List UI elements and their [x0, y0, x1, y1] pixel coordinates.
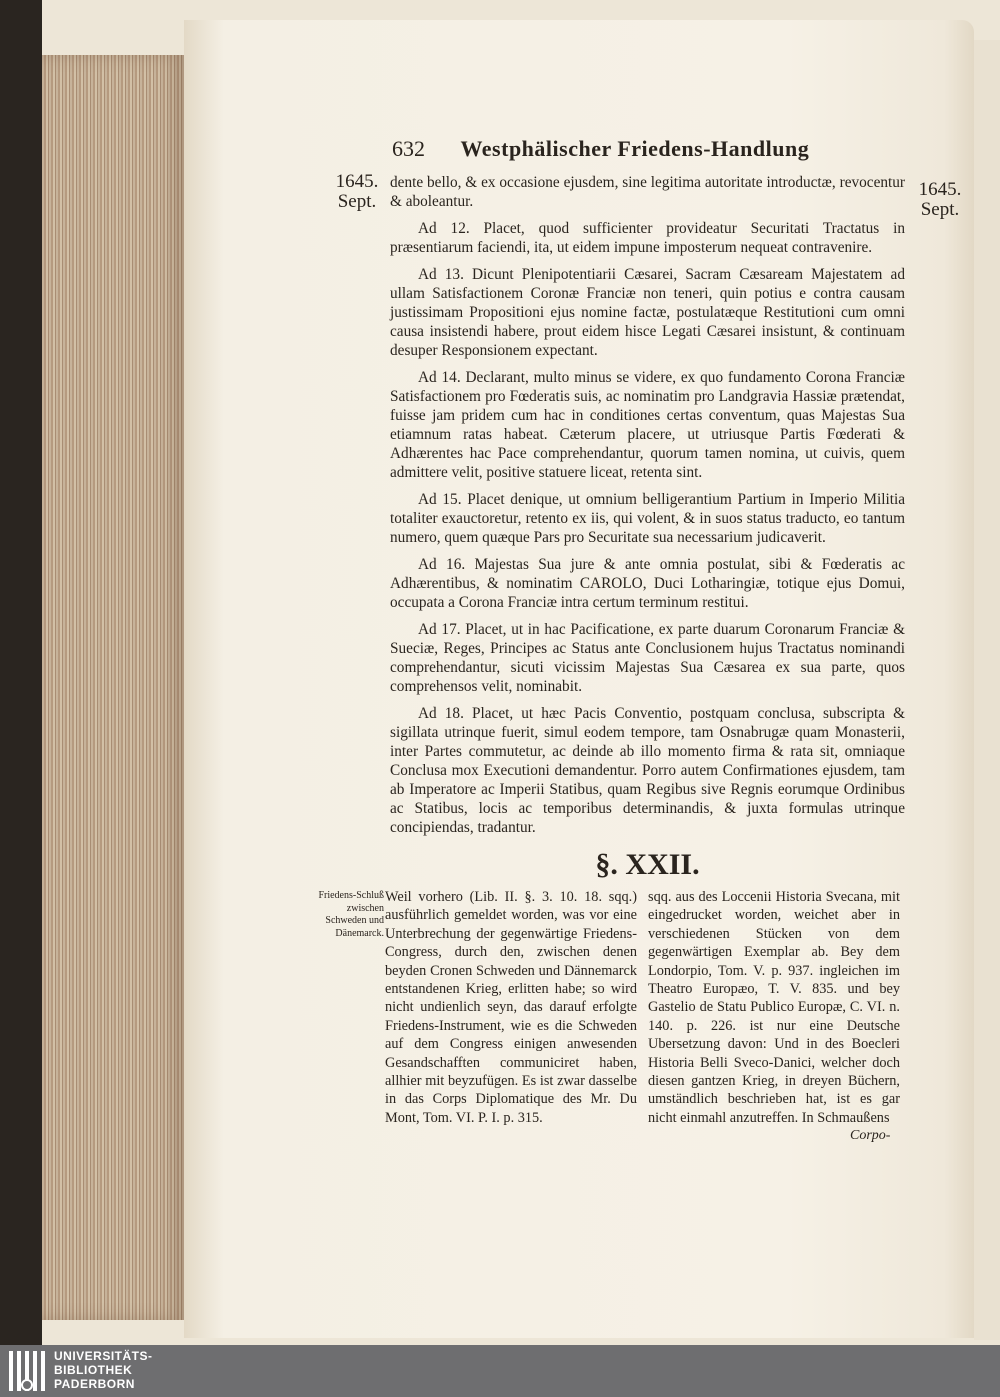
paragraph-ad-17: Ad 17. Placet, ut in hac Pacificatione, ex parte duarum Coronarum Franciæ & Sueciæ, Reges, Principes ac Status ante Conclusionem hujus Tractatus nominandi comprehendantur, sicuti vicissim Majestas Sua Cæsarea ex sua parte, quos comprehensos velit, nominabit.: [390, 621, 905, 695]
paragraph-ad-14: Ad 14. Declarant, multo minus se videre, ex quo fundamento Corona Franciæ Satisfactionem pro Fœderatis suis, ac nominatim pro Landgravia Hassiæ prætendat, fuisse jam pridem cum hac in conditiones certas conventum, quas Majestas Sua etiamnum ratas habeat. Cæterum placere, ut utriusque Partis Fœderati & Adhærentes hac Pace comprehendantur, quorum tamen nomina, ut cuivis, quem admittere velit, positive statuere liceat, retenta sint.: [390, 369, 905, 481]
facing-page-edge: [974, 40, 1000, 1340]
margin-month: Sept.: [337, 191, 377, 212]
german-column-right: sqq. aus des Loccenii Historia Svecana, mit eingedrucket worden, weichet aber in verschiedenen Stücken von dem gegenwärtigen Exemplar ab. Bey dem Londorpio, Tom. V. p. 937. ingleichen im Theatro Europæo, T. V. 835. und bey Gastelio de Statu Publico Europæ, C. VI. n. 140. p. 226. ist nur eine Deutsche Ubersetzung davon: Und in des Boecleri Historia Belli Sveco-Danici, welcher doch diesen gantzen Krieg, in dreyen Büchern, umständlich beschrieben hat, ist es gar nicht einmahl anzutreffen. In Schmaußens: [648, 889, 900, 1126]
marginal-note: Friedens-Schluß zwischen Schweden und Dänemarck.: [318, 890, 384, 939]
library-logo-icon: [8, 1349, 46, 1393]
running-title: Westphälischer Friedens-Handlung: [460, 136, 810, 161]
library-line: PADERBORN: [54, 1377, 135, 1391]
german-column-left: Weil vorhero (Lib. II. §. 3. 10. 18. sqq.) ausführlich gemeldet worden, was vor eine Unterbrechung der gegenwärtige Friedens-Congress, durch den, zwischen denen beyden Cronen Schweden und Dännemarck entstandenen Krieg, erlitten habe; so wird nicht undienlich seyn, das darauf erfolgte Friedens-Instrument, wie es die Schweden auf dem Congress einigen anwesenden Gesandschafften communiciret haben, allhier mit beyzufügen. Es ist zwar dasselbe in das Corps Diplomatique des Mr. Du Mont, Tom. VI. P. I. p. 315.: [385, 889, 637, 1126]
library-footer-bar: [0, 1345, 1000, 1397]
margin-year: 1645.: [335, 171, 379, 192]
catchword: Corpo-: [850, 1128, 891, 1143]
scan-backdrop: [0, 0, 42, 1345]
margin-year: 1645.: [918, 179, 962, 200]
paragraph-ad-16: Ad 16. Majestas Sua jure & ante omnia postulat, sibi & Fœderatis ac Adhærentibus, & nominatim CAROLO, Duci Lotharingiæ, totique ejus Domui, occupata a Corona Franciæ intra certum terminum restitui.: [390, 556, 905, 611]
running-header: [392, 136, 810, 162]
paragraph: dente bello, & ex occasione ejusdem, sine legitima autoritate introductæ, revocentur & aboleantur.: [390, 174, 905, 210]
paragraph-ad-15: Ad 15. Placet denique, ut omnium belligerantium Partium in Imperio Militia totaliter exauctoretur, retento ex iis, qui volent, & in suos status traducto, eo tantum numero, quem quæque Pars pro Securitate sua necessarium judicaverit.: [390, 491, 905, 546]
page-number: 632: [392, 136, 425, 161]
margin-month: Sept.: [920, 199, 960, 220]
latin-body: [390, 173, 905, 837]
left-margin-date: [334, 172, 380, 212]
library-name: [54, 1349, 153, 1391]
library-line: UNIVERSITÄTS-: [54, 1349, 153, 1363]
section-heading: §. XXII.: [595, 848, 700, 881]
library-line: BIBLIOTHEK: [54, 1363, 133, 1377]
paragraph-ad-13: Ad 13. Dicunt Plenipotentiarii Cæsarei, Sacram Cæsaream Majestatem ad ullam Satisfactionem Coronæ Franciæ non teneri, quin potius e contra causam justissimam Propositioni ejus nomine factæ, postulatæque Restitutioni cum omni causa insistendi habere, prout eidem hisce Legati Cæsarei insistunt, & continuam desuper Responsionem expectant.: [390, 266, 905, 359]
right-margin-date: [914, 180, 966, 220]
paragraph-ad-18: Ad 18. Placet, ut hæc Pacis Conventio, postquam conclusa, subscripta & sigillata utrinque fuerit, simul eodem tempore, tam Osnabrugæ quam Monasterii, inter Partes commutetur, ac deinde ab illo momento firma & rata sit, omniaque Conclusa mox Executioni demandentur. Porro autem Confirmationes ejusdem, tam ab Imperatore ac Imperii Statibus, quam Regibus sive Regnis eorumque Ordinibus ac Statibus, locis ac temporibus determinandis, & juxta formulas utrinque concipiendas, tradantur.: [390, 705, 905, 836]
paragraph-ad-12: Ad 12. Placet, quod sufficienter provideatur Securitati Tractatus in præsentiarum faciendi, ita, ut eidem impune imposterum nequeat contravenire.: [390, 220, 905, 256]
book-page-edges: [42, 55, 184, 1320]
